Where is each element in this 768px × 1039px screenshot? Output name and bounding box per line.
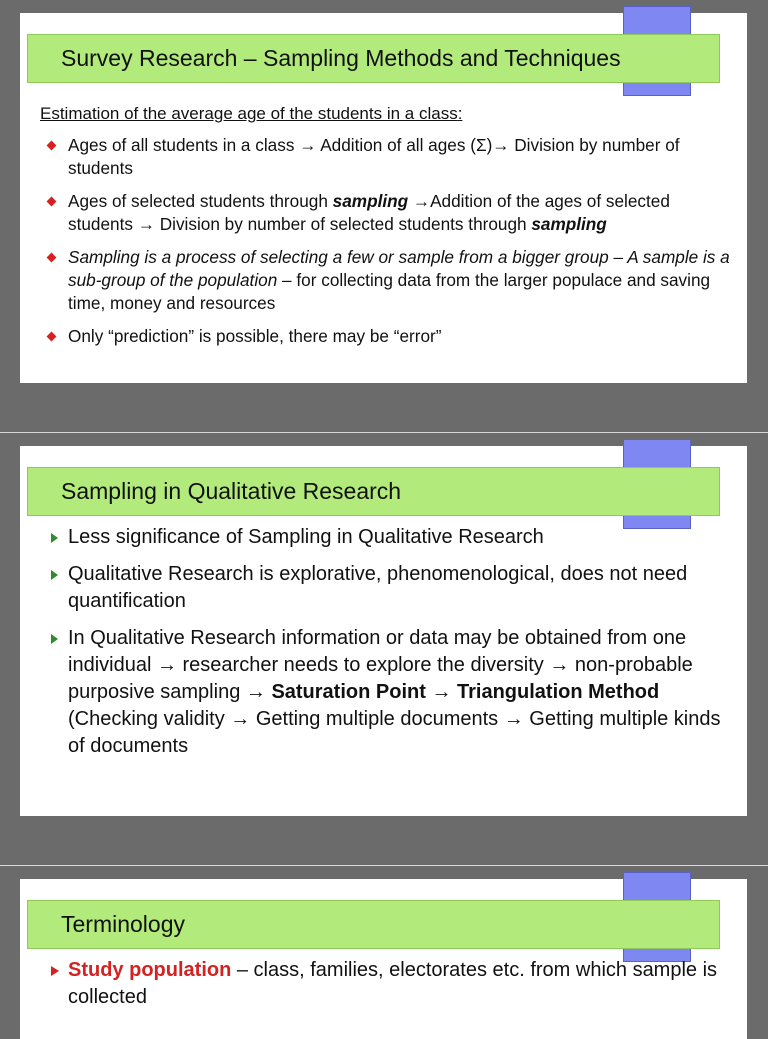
list-item: Sampling is a process of selecting a few or sample from a bigger group – A sample is a sub-group of the population – for collecting data from the larger populace and saving time, money and resources	[40, 246, 733, 315]
bullet-list	[40, 957, 733, 1011]
lead-text: Estimation of the average age of the students in a class:	[40, 104, 463, 123]
list-item: Only “prediction” is possible, there may be “error”	[40, 325, 733, 348]
slide-title: Survey Research – Sampling Methods and Techniques	[27, 34, 720, 83]
list-item: Qualitative Research is explorative, phenomenological, does not need quantification	[40, 561, 733, 615]
diamond-bullet-icon	[47, 141, 57, 151]
list-item: Study population – class, families, electorates etc. from which sample is collected	[40, 957, 733, 1011]
slide-title: Terminology	[27, 900, 720, 949]
triangle-bullet-icon	[51, 533, 58, 543]
slide-divider	[0, 432, 768, 433]
slide-title: Sampling in Qualitative Research	[27, 467, 720, 516]
slide-1	[20, 13, 747, 383]
list-item: Less significance of Sampling in Qualitative Research	[40, 524, 733, 551]
triangle-bullet-icon	[51, 570, 58, 580]
list-item: Ages of all students in a class → Addition of all ages (Σ)→ Division by number of students	[40, 134, 733, 180]
slide-content	[40, 957, 733, 1011]
slide-2	[20, 446, 747, 816]
slide-3	[20, 879, 747, 1039]
slide-content	[40, 524, 733, 770]
bullet-list	[40, 524, 733, 760]
flag-bullet-icon	[51, 966, 59, 976]
diamond-bullet-icon	[47, 332, 57, 342]
bullet-list	[40, 134, 733, 348]
slide-content	[40, 104, 733, 358]
slide-divider	[0, 865, 768, 866]
diamond-bullet-icon	[47, 253, 57, 263]
list-item: In Qualitative Research information or data may be obtained from one individual → researcher needs to explore the diversity → non-probable purposive sampling → Saturation Point → Triangulation Method (Checking validity → Getting multiple documents → Getting multiple kinds of documents	[40, 625, 733, 760]
diamond-bullet-icon	[47, 197, 57, 207]
list-item: Ages of selected students through sampling →Addition of the ages of selected students → Division by number of selected students through sampling	[40, 190, 733, 236]
triangle-bullet-icon	[51, 634, 58, 644]
